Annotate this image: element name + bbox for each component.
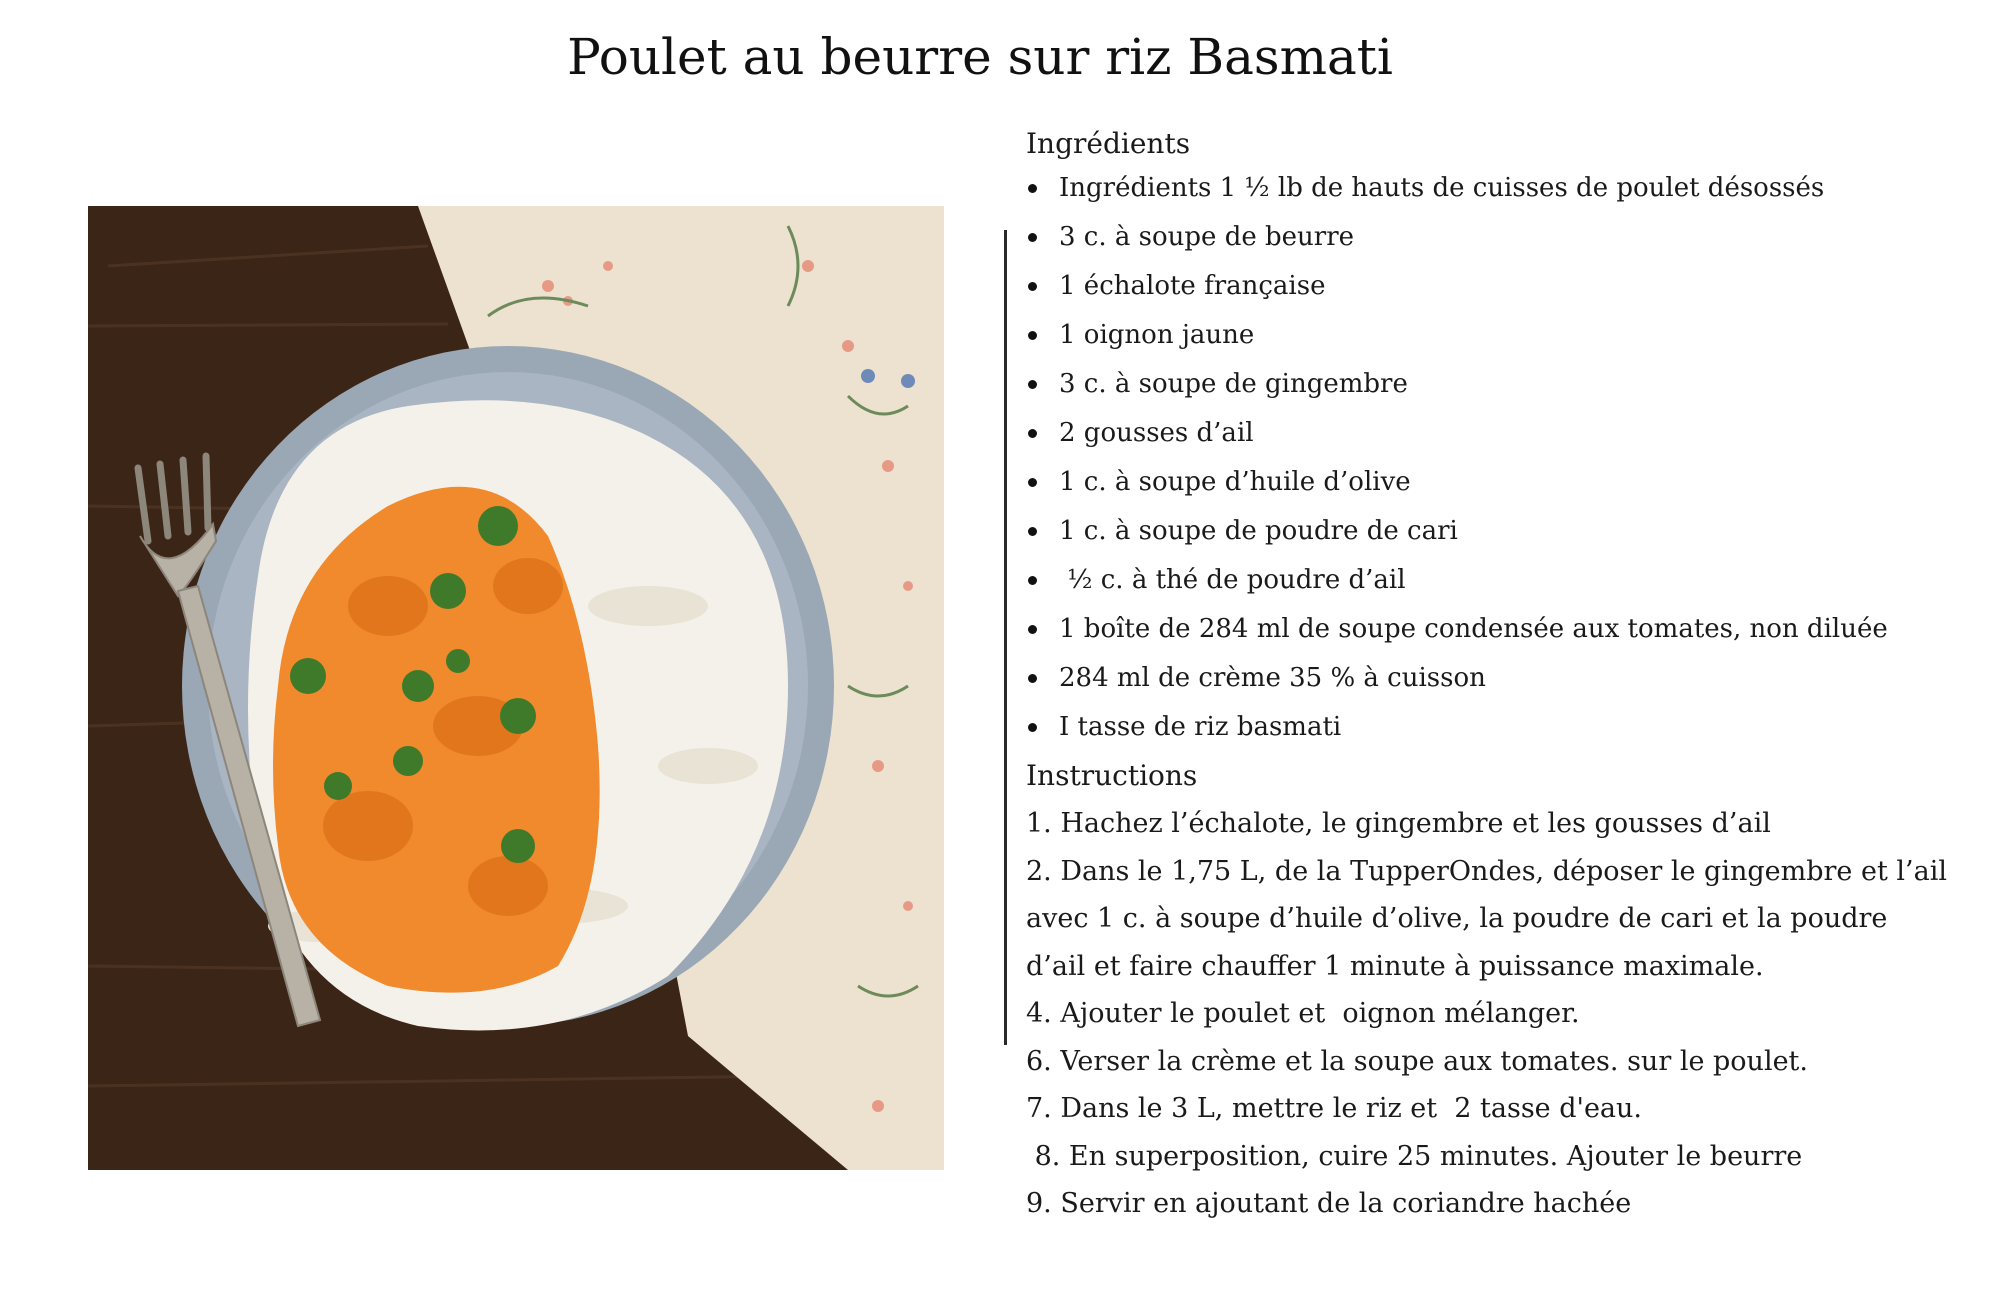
instructions-list bbox=[1026, 800, 1966, 1228]
bullet-icon bbox=[1028, 429, 1037, 438]
ingredient-item: Ingrédients 1 ½ lb de hauts de cuisses de poulet désossés bbox=[1026, 164, 1966, 213]
ingredient-item: I tasse de riz basmati bbox=[1026, 703, 1966, 752]
ingredient-item: 284 ml de crème 35 % à cuisson bbox=[1026, 654, 1966, 703]
instruction-line: 6. Verser la crème et la soupe aux tomates. sur le poulet. bbox=[1026, 1045, 1808, 1077]
ingredient-item: 1 oignon jaune bbox=[1026, 311, 1966, 360]
ingredients-heading: Ingrédients bbox=[1026, 127, 1191, 160]
bullet-icon bbox=[1028, 184, 1037, 193]
vertical-divider bbox=[1004, 230, 1007, 1045]
ingredient-item: 3 c. à soupe de gingembre bbox=[1026, 360, 1966, 409]
ingredient-item: 1 c. à soupe d’huile d’olive bbox=[1026, 458, 1966, 507]
bullet-icon bbox=[1028, 282, 1037, 291]
butter-chicken-photo bbox=[88, 206, 944, 1170]
bullet-icon bbox=[1028, 723, 1037, 732]
bullet-icon bbox=[1028, 478, 1037, 487]
instructions-heading: Instructions bbox=[1026, 759, 1198, 792]
ingredient-item: 1 c. à soupe de poudre de cari bbox=[1026, 507, 1966, 556]
bullet-icon bbox=[1028, 331, 1037, 340]
bullet-icon bbox=[1028, 233, 1037, 242]
bullet-icon bbox=[1028, 527, 1037, 536]
instruction-line: d’ail et faire chauffer 1 minute à puissance maximale. bbox=[1026, 950, 1764, 982]
bullet-icon bbox=[1028, 380, 1037, 389]
instruction-line: 4. Ajouter le poulet et oignon mélanger. bbox=[1026, 998, 1580, 1029]
recipe-text bbox=[1026, 124, 1966, 1228]
bullet-icon bbox=[1028, 576, 1037, 585]
instruction-line: 7. Dans le 3 L, mettre le riz et 2 tasse d'eau. bbox=[1026, 1093, 1642, 1124]
ingredient-item: 3 c. à soupe de beurre bbox=[1026, 213, 1966, 262]
ingredient-item: ½ c. à thé de poudre d’ail bbox=[1026, 556, 1966, 605]
ingredient-item: 2 gousses d’ail bbox=[1026, 409, 1966, 458]
bullet-icon bbox=[1028, 625, 1037, 634]
ingredient-item: 1 boîte de 284 ml de soupe condensée aux tomates, non diluée bbox=[1026, 605, 1966, 654]
ingredient-item: 1 échalote française bbox=[1026, 262, 1966, 311]
ingredients-list bbox=[1026, 164, 1966, 752]
instruction-line: 8. En superposition, cuire 25 minutes. Ajouter le beurre bbox=[1026, 1140, 1803, 1172]
instruction-line: 2. Dans le 1,75 L, de la TupperOndes, déposer le gingembre et l’ail bbox=[1026, 855, 1947, 887]
recipe-title: Poulet au beurre sur riz Basmati bbox=[567, 28, 1393, 86]
instruction-line: 1. Hachez l’échalote, le gingembre et les gousses d’ail bbox=[1026, 808, 1771, 839]
instruction-line: 9. Servir en ajoutant de la coriandre hachée bbox=[1026, 1188, 1632, 1219]
bullet-icon bbox=[1028, 674, 1037, 683]
instruction-line: avec 1 c. à soupe d’huile d’olive, la poudre de cari et la poudre bbox=[1026, 903, 1888, 934]
